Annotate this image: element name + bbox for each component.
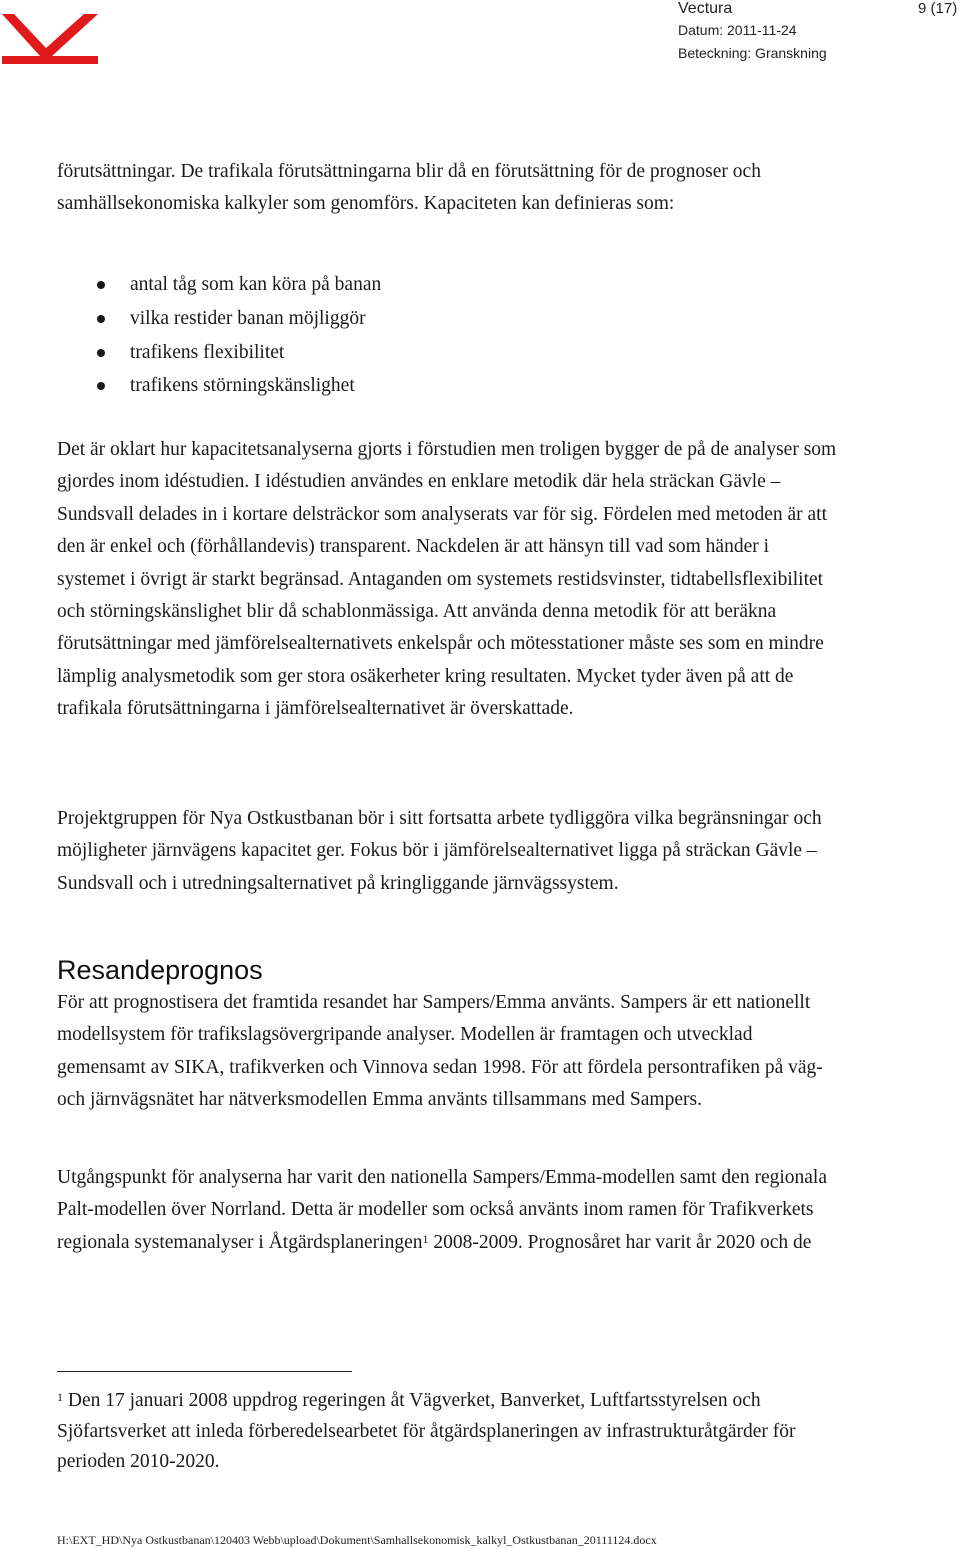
list-item: vilka restider banan möjliggör <box>57 302 381 336</box>
list-item: trafikens störningskänslighet <box>57 369 381 403</box>
document-reference: Beteckning: Granskning <box>678 45 827 61</box>
vectura-logo <box>0 12 100 66</box>
intro-paragraph: förutsättningar. De trafikala förutsättningarna blir då en förutsättning för de prognoser och samhällsekonomiska kalkyler som genomförs. Kapaciteten kan definieras som: <box>57 161 761 215</box>
document-date: Datum: 2011-11-24 <box>678 22 797 38</box>
starting-point-paragraph: Utgångspunkt för analyserna har varit den nationella Sampers/Emma-modellen samt den regionala Palt-modellen över Norrland. Detta är modeller som också använts inom ramen för Trafikverkets regionala systemanalyser i Åtgärdsplaneringen$^1$ 2008-2009. Prognosåret har varit år 2020 och de <box>57 1167 828 1253</box>
section-heading: Resandeprognos <box>57 955 263 985</box>
footnote-divider <box>57 1371 352 1372</box>
file-path: H:\EXT_HD\Nya Ostkustbanan\120403 Webb\upload\Dokument\Samhallsekonomisk_kalkyl_Ostkustbanan_20111124.docx <box>57 1533 657 1547</box>
sampers-paragraph: För att prognostisera det framtida resandet har Sampers/Emma använts. Sampers är ett nationellt modellsystem för trafikslagsövergripande analyser. Modellen är framtagen och utvecklad gemensamt av SIKA, trafikverken och Vinnova sedan 1998. För att fördela persontrafiken på väg- och järnvägsnätet har nätverksmodellen Emma använts tillsammans med Sampers. <box>57 992 823 1111</box>
project-paragraph: Projektgruppen för Nya Ostkustbanan bör i sitt fortsatta arbete tydliggöra vilka begränsningar och möjligheter järnvägens kapacitet ger. Fokus bör i jämförelsealternativet ligga på sträckan Gävle – Sundsvall och i utredningsalternativet på kringliggande järnvägssystem. <box>57 808 822 894</box>
list-item: trafikens flexibilitet <box>57 336 381 370</box>
page-number: 9 (17) <box>918 0 958 17</box>
footnote: $^1$ Den 17 januari 2008 uppdrog regeringen åt Vägverket, Banverket, Luftfartsstyrelsen och Sjöfartsverket att inleda förberedelsearbetet för åtgärdsplaneringen av infrastrukturåtgärder för perioden 2010-2020. <box>57 1390 796 1472</box>
bullet-icon <box>97 315 105 323</box>
list-item: antal tåg som kan köra på banan <box>57 268 381 302</box>
company-name: Vectura <box>678 0 733 17</box>
footnote-reference: 1 <box>422 1231 429 1246</box>
footnote-mark: 1 <box>57 1390 63 1404</box>
bullet-icon <box>97 382 105 390</box>
analysis-paragraph: Det är oklart hur kapacitetsanalyserna gjorts i förstudien men troligen bygger de på de analyser som gjordes inom idéstudien. I idéstudien användes en enklare metodik där hela sträckan Gävle – Sundsvall delades in i kortare delsträckor som analyserats var för sig. Fördelen med metoden är att den är enkel och (förhållandevis) transparent. Nackdelen är att hänsyn till vad som händer i systemet i övrigt är starkt begränsad. Antaganden om systemets restidsvinster, tidtabellsflexibilitet och störningskänslighet blir då schablonmässiga. Att använda denna metodik för att beräkna förutsättningar med jämförelsealternativets enkelspår och mötesstationer måste ses som en mindre lämplig analysmetodik som ger stora osäkerheter kring resultaten. Mycket tyder även på att de trafikala förutsättningarna i jämförelsealternativet är överskattade. <box>57 439 837 720</box>
bullet-icon <box>97 281 105 289</box>
capacity-definition-list <box>57 268 381 403</box>
bullet-icon <box>97 349 105 357</box>
